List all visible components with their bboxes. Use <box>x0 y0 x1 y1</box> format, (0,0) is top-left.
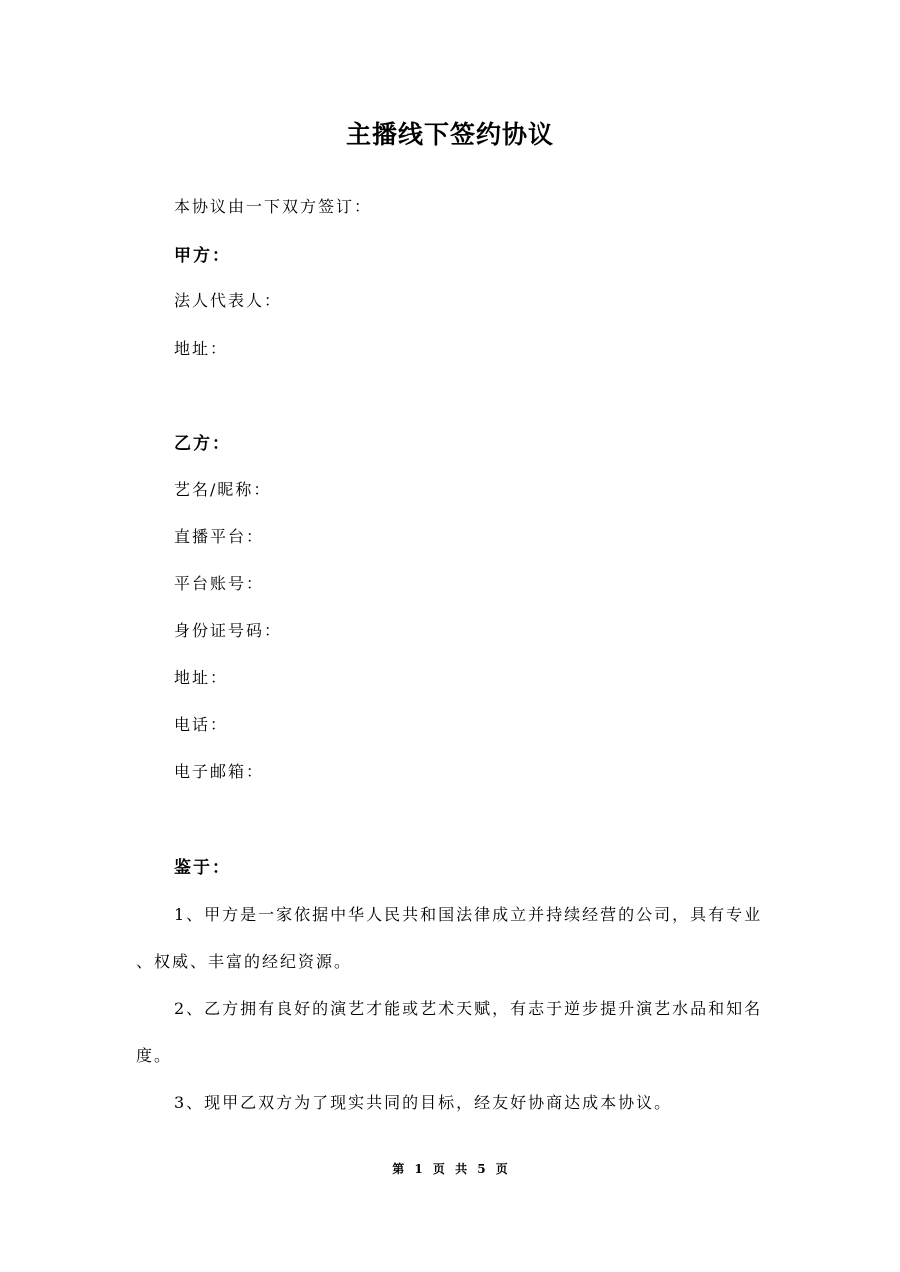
whereas-item-1-line-2: 、权威、丰富的经纪资源。 <box>136 952 353 971</box>
party-b-email-field: 电子邮箱： <box>174 762 265 781</box>
intro-text: 本协议由一下双方签订： <box>174 197 373 216</box>
whereas-heading: 鉴于： <box>174 858 231 878</box>
page-number-footer: 第 1 页 共 5 页 <box>392 1162 508 1176</box>
whereas-item-1-line-1: 1、甲方是一家依据中华人民共和国法律成立并持续经营的公司，具有专业 <box>174 905 763 924</box>
party-b-phone-field: 电话： <box>174 715 229 734</box>
party-b-platform-field: 直播平台： <box>174 527 265 546</box>
party-b-address-field: 地址： <box>174 668 229 687</box>
party-b-account-field: 平台账号： <box>174 574 265 593</box>
whereas-item-2-line-2: 度。 <box>136 1046 173 1065</box>
document-title: 主播线下签约协议 <box>345 120 554 149</box>
party-a-legal-rep-field: 法人代表人： <box>174 291 283 310</box>
whereas-item-2-line-1: 2、乙方拥有良好的演艺才能或艺术天赋，有志于逆步提升演艺水品和知名 <box>174 999 763 1018</box>
whereas-item-3: 3、现甲乙双方为了现实共同的目标，经友好协商达成本协议。 <box>174 1093 673 1112</box>
party-b-stage-name-field: 艺名/昵称： <box>174 480 272 499</box>
party-b-heading: 乙方： <box>174 434 231 454</box>
party-b-id-number-field: 身份证号码： <box>174 621 283 640</box>
party-a-address-field: 地址： <box>174 339 229 358</box>
party-a-heading: 甲方： <box>174 246 231 266</box>
